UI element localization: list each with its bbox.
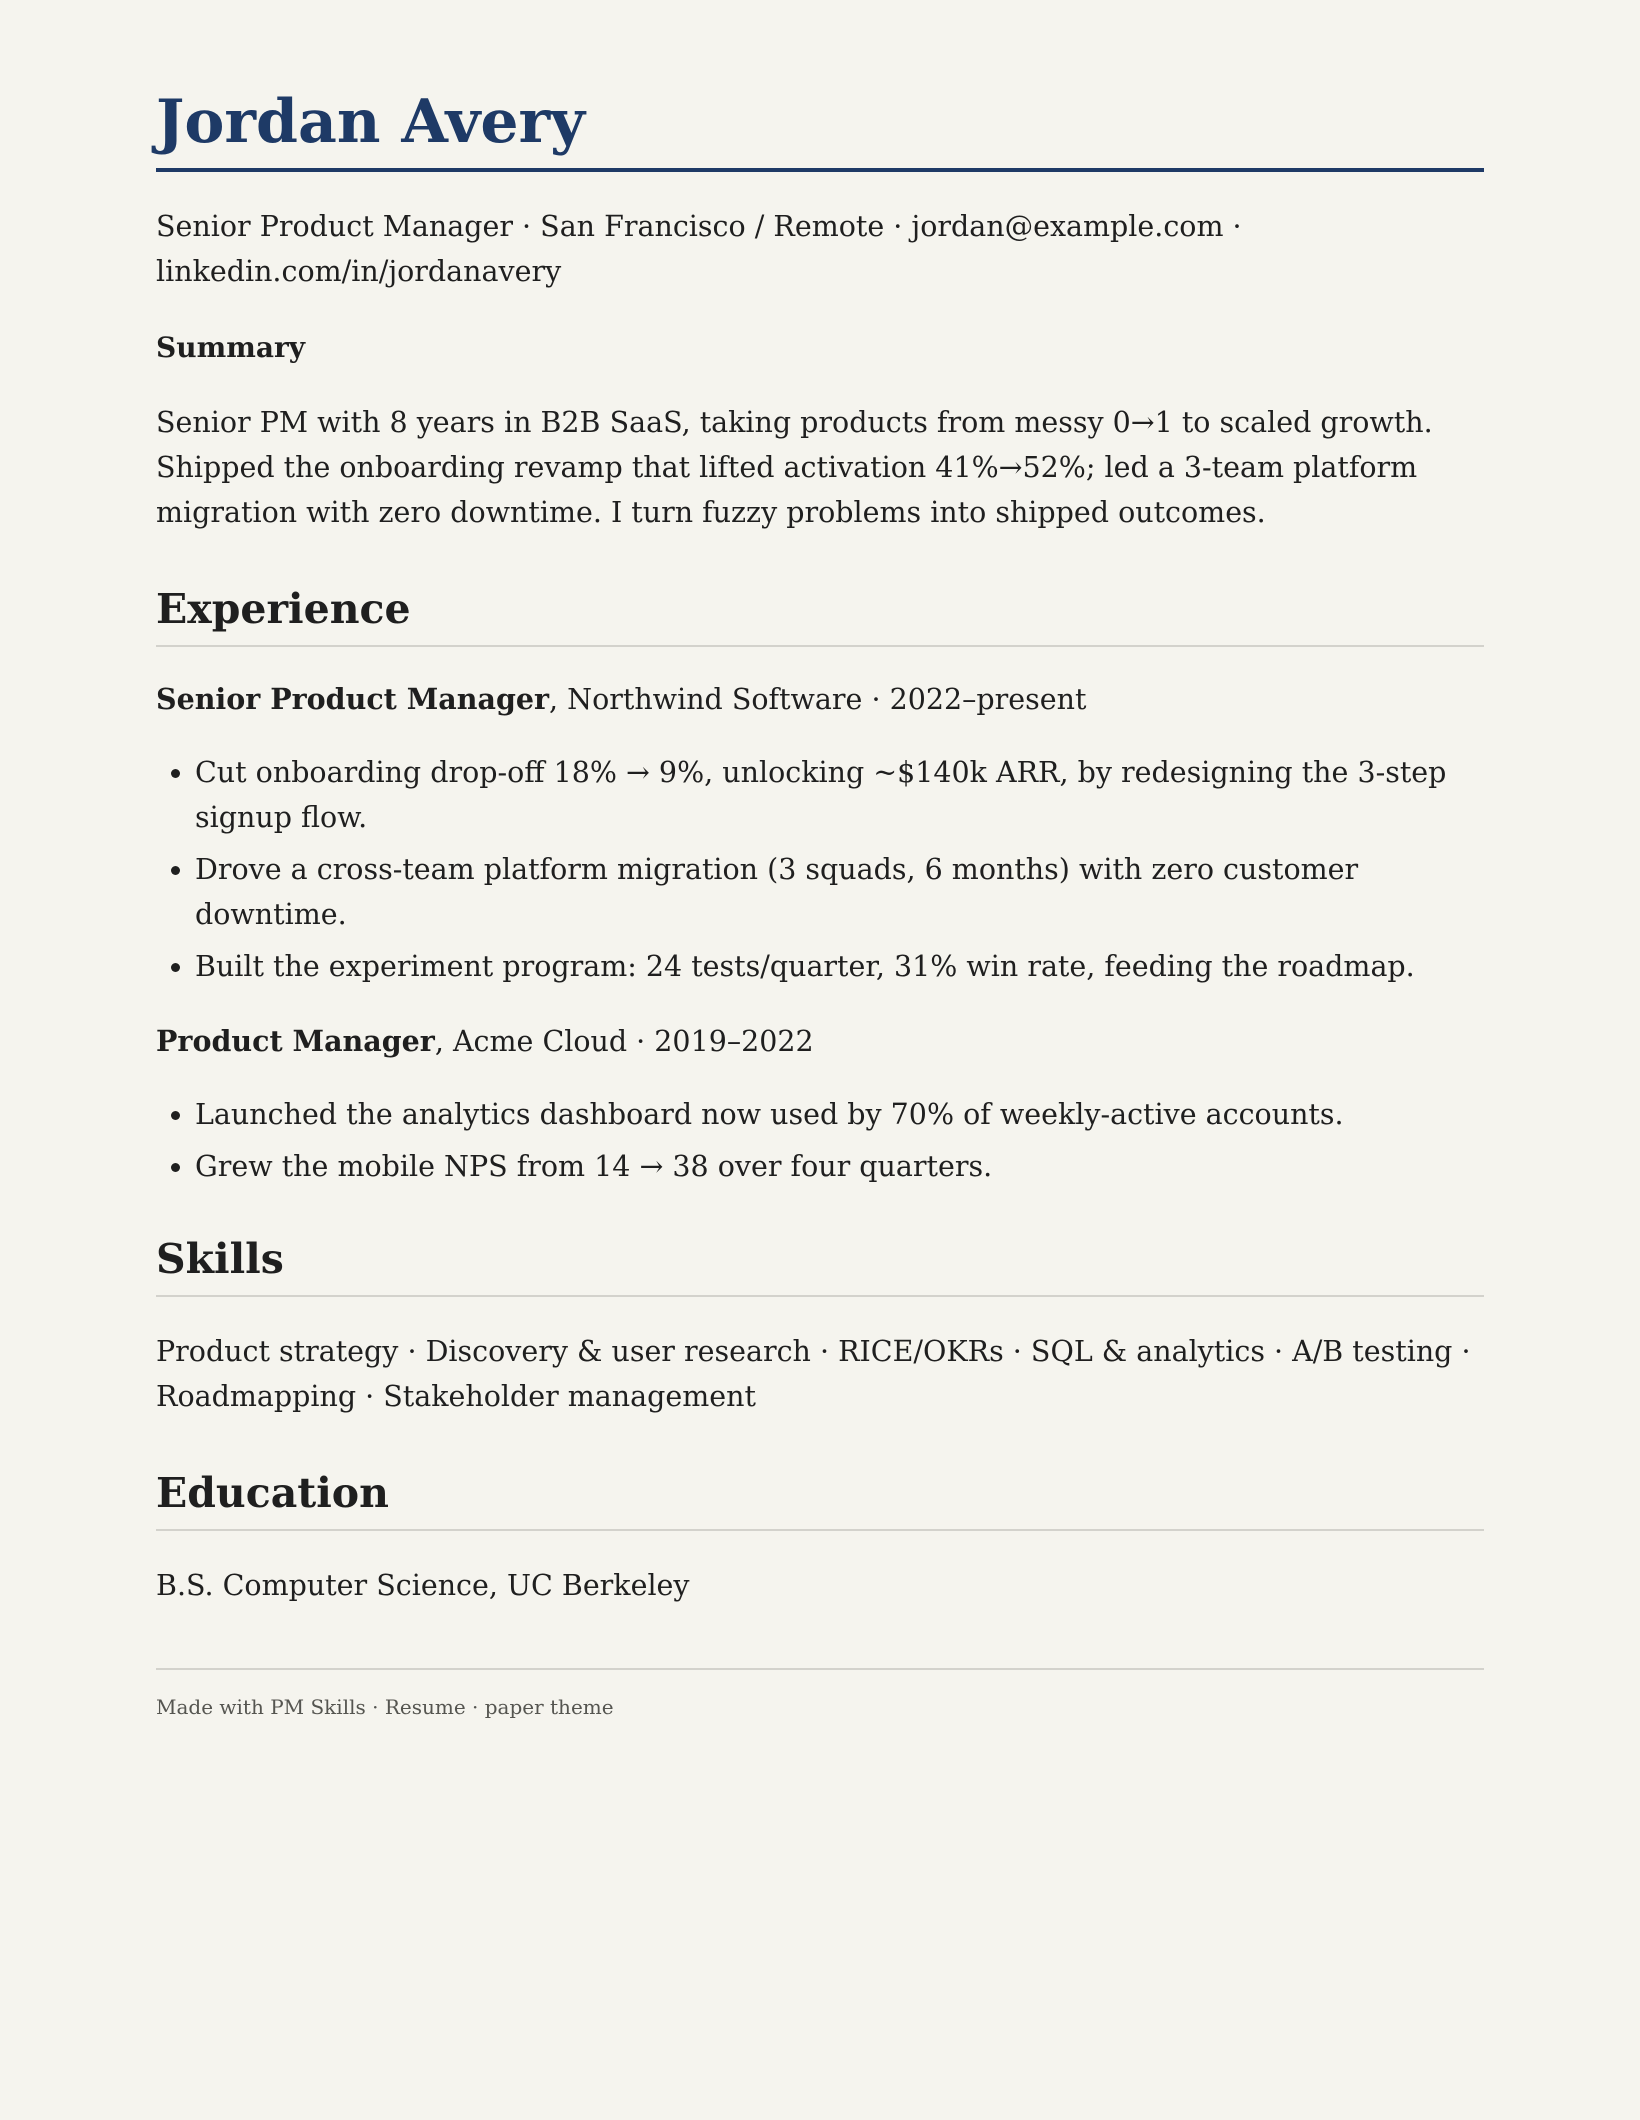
skills-divider — [156, 1295, 1484, 1297]
job-meta: , Acme Cloud · 2019–2022 — [434, 1025, 814, 1058]
job-bullet: • Built the experiment program: 24 tests/quarter, 31% win rate, feeding the roadmap. — [195, 944, 1484, 989]
skills-heading: Skills — [156, 1235, 284, 1283]
contact-line: Senior Product Manager · San Francisco / Remote · jordan@example.com · linkedin.com/in/jordanavery — [156, 210, 1242, 288]
job-bullet: • Drove a cross-team platform migration (3 squads, 6 months) with zero customer downtime. — [195, 847, 1484, 937]
job-header — [156, 679, 1484, 720]
education-divider — [156, 1529, 1484, 1531]
job-bullet: • Cut onboarding drop-off 18% → 9%, unlocking ~$140k ARR, by redesigning the 3-step signup flow. — [195, 750, 1484, 840]
education-heading: Education — [156, 1469, 389, 1517]
job-bullet: • Launched the analytics dashboard now used by 70% of weekly-active accounts. — [195, 1092, 1484, 1137]
education-section — [156, 1467, 1484, 1608]
education-entry: B.S. Computer Science, UC Berkeley — [156, 1569, 690, 1602]
footer-divider — [156, 1668, 1484, 1670]
summary-text: Senior PM with 8 years in B2B SaaS, taking products from messy 0→1 to scaled growth. Shipped the onboarding revamp that lifted activation 41%→52%; led a 3-team platform migration with zero downtime. I turn fuzzy problems into shipped outcomes. — [156, 406, 1433, 529]
skills-list: Product strategy · Discovery & user research · RICE/OKRs · SQL & analytics · A/B testing · Roadmapping · Stakeholder management — [156, 1335, 1471, 1413]
job-bullet: • Grew the mobile NPS from 14 → 38 over four quarters. — [195, 1144, 1484, 1189]
footer-text: Made with PM Skills · Resume · paper theme — [156, 1695, 614, 1719]
job-title: Product Manager — [156, 1024, 435, 1058]
job-title: Senior Product Manager — [156, 682, 550, 716]
job-meta: , Northwind Software · 2022–present — [549, 683, 1087, 716]
skills-section — [156, 1233, 1484, 1419]
job-bullets — [156, 750, 1484, 989]
summary-label: Summary — [156, 331, 305, 364]
experience-section — [156, 583, 1484, 1189]
name-divider — [156, 168, 1484, 172]
resume-name: Jordan Avery — [156, 87, 585, 157]
job-bullets — [156, 1092, 1484, 1189]
job-header — [156, 1021, 1484, 1062]
experience-heading: Experience — [156, 585, 411, 633]
experience-divider — [156, 645, 1484, 647]
